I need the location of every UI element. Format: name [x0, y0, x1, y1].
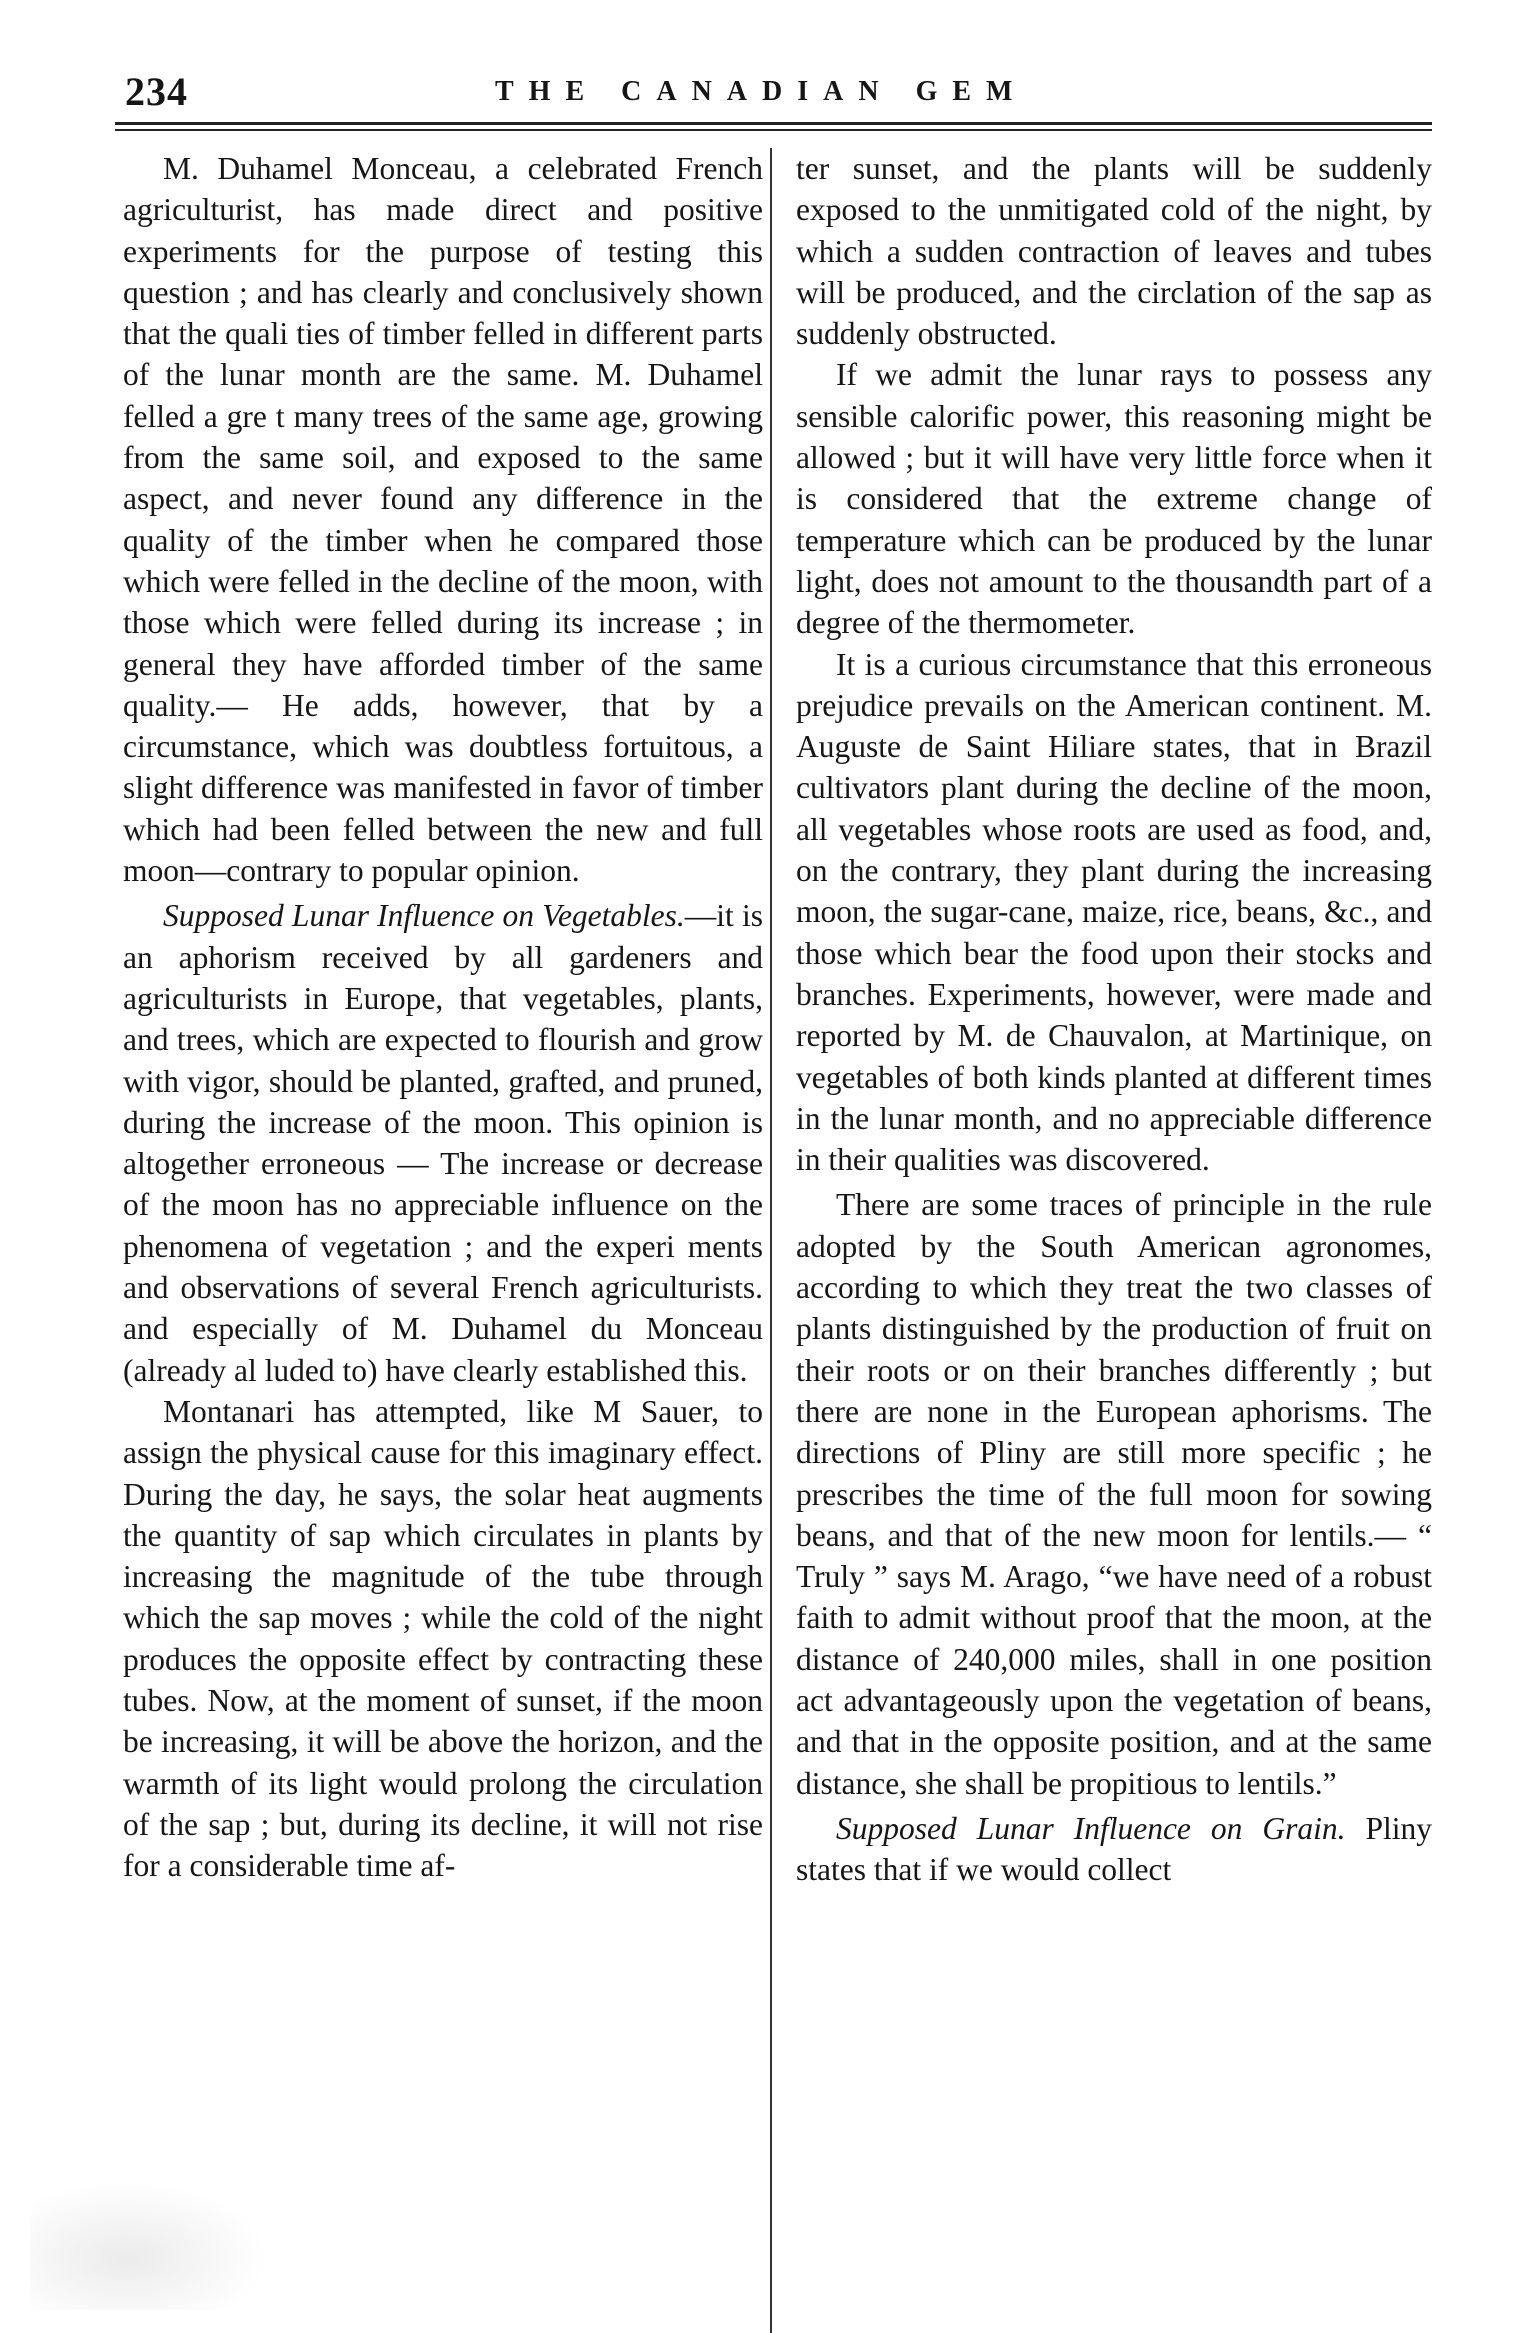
page-header [125, 66, 1425, 126]
paragraph-duhamel-experiments: M. Duhamel Monceau, a celebrated French agriculturist, has made direct and positive experiments for the purpose of testing this question ; and has clearly and conclusively shown that the quali ties of timber felled in different parts of the lunar month are the same. M. Duhamel felled a gre t many trees of the same age, growing from the same soil, and exposed to the same aspect, and never found any difference in the quality of the timber when he compared those which were felled in the decline of the moon, with those which were felled during its increase ; in general they have afforded timber of the same quality.— He adds, however, that by a circumstance, which was doubtless fortuitous, a slight difference was manifested in favor of timber which had been felled between the new and full moon—contrary to popular opinion. [123, 151, 763, 889]
paragraph-south-american-agronomes: There are some traces of principle in the rule adopted by the South American agronomes, according to which they treat the two classes of plants distinguished by the production of fruit on their roots or on their branches differently ; but there are none in the European aphorisms. The directions of Pliny are still more specific ; he prescribes the time of the full moon for sowing beans, and that of the new moon for lentils.— “ Truly ” says M. Arago, “we have need of a robust faith to admit without proof that the moon, at the distance of 240,000 miles, shall in one position act advantageously upon the vegetation of beans, and that in the opposite position, and at the same distance, she shall be propitious to lentils.” [796, 1187, 1432, 1801]
paragraph-montanari: Montanari has attempted, like M Sauer, to assign the physical cause for this imaginary effect. During the day, he says, the solar heat augments the quantity of sap which circulates in plants by increasing the magnitude of the tube through which the sap moves ; while the cold of the night produces the opposite effect by contracting these tubes. Now, at the moment of sunset, if the moon be increasing, it will be above the horizon, and the warmth of its light would prolong the circulation of the sap ; but, during its decline, it will not rise for a considerable time af- [123, 1393, 763, 1884]
paragraph-lunar-influence-grain [796, 1808, 1432, 1891]
print-stain [30, 2180, 270, 2310]
left-column [123, 148, 763, 1886]
paragraph-body-vegetables: —it is an aphorism received by all gardeners and agriculturists in Europe, that vegetables, plants, and trees, which are expected to flourish and grow with vigor, should be planted, grafted, and pruned, during the increase of the moon. This opinion is altogether erroneous — The increase or decrease of the moon has no appreciable influence on the phenomena of vegetation ; and the experi ments and observations of several French agriculturists. and especially of M. Duhamel du Monceau (already al luded to) have clearly established this. [123, 898, 763, 1388]
section-heading-vegetables: Supposed Lunar Influence on Vegetables. [163, 898, 685, 934]
paragraph-lunar-influence-vegetables [123, 895, 763, 1391]
right-column [796, 148, 1432, 1890]
column-divider [770, 148, 772, 2333]
paragraph-american-continent: It is a curious circumstance that this erroneous prejudice prevails on the American continent. M. Auguste de Saint Hiliare states, that in Brazil cultivators plant during the decline of the moon, all vegetables whose roots are used as food, and, on the contrary, they plant during the increasing moon, the sugar-cane, maize, rice, beans, &c., and those which bear the food upon their stocks and branches. Experiments, however, were made and reported by M. de Chauvalon, at Martinique, on vegetables of both kinds planted at different times in the lunar month, and no appreciable difference in their qualities was discovered. [796, 646, 1432, 1178]
section-heading-grain: Supposed Lunar Influence on Grain. [836, 1810, 1346, 1846]
paragraph-lunar-rays: If we admit the lunar rays to possess any sensible calorific power, this reasoning might be allowed ; but it will have very little force when it is considered that the extreme change of temperature which can be produced by the lunar light, does not amount to the thousandth part of a degree of the thermometer. [796, 357, 1432, 641]
paragraph-body-grain: Pliny states that if we would collect [796, 1810, 1433, 1888]
header-rule [115, 122, 1432, 131]
page-number: 234 [125, 69, 188, 114]
paragraph-sunset-continuation: ter sunset, and the plants will be suddenly exposed to the unmitigated cold of the night, by which a sudden contraction of leaves and tubes will be produced, and the circlation of the sap as suddenly obstructed. [796, 151, 1432, 352]
running-head: THE CANADIAN GEM [495, 76, 1028, 107]
